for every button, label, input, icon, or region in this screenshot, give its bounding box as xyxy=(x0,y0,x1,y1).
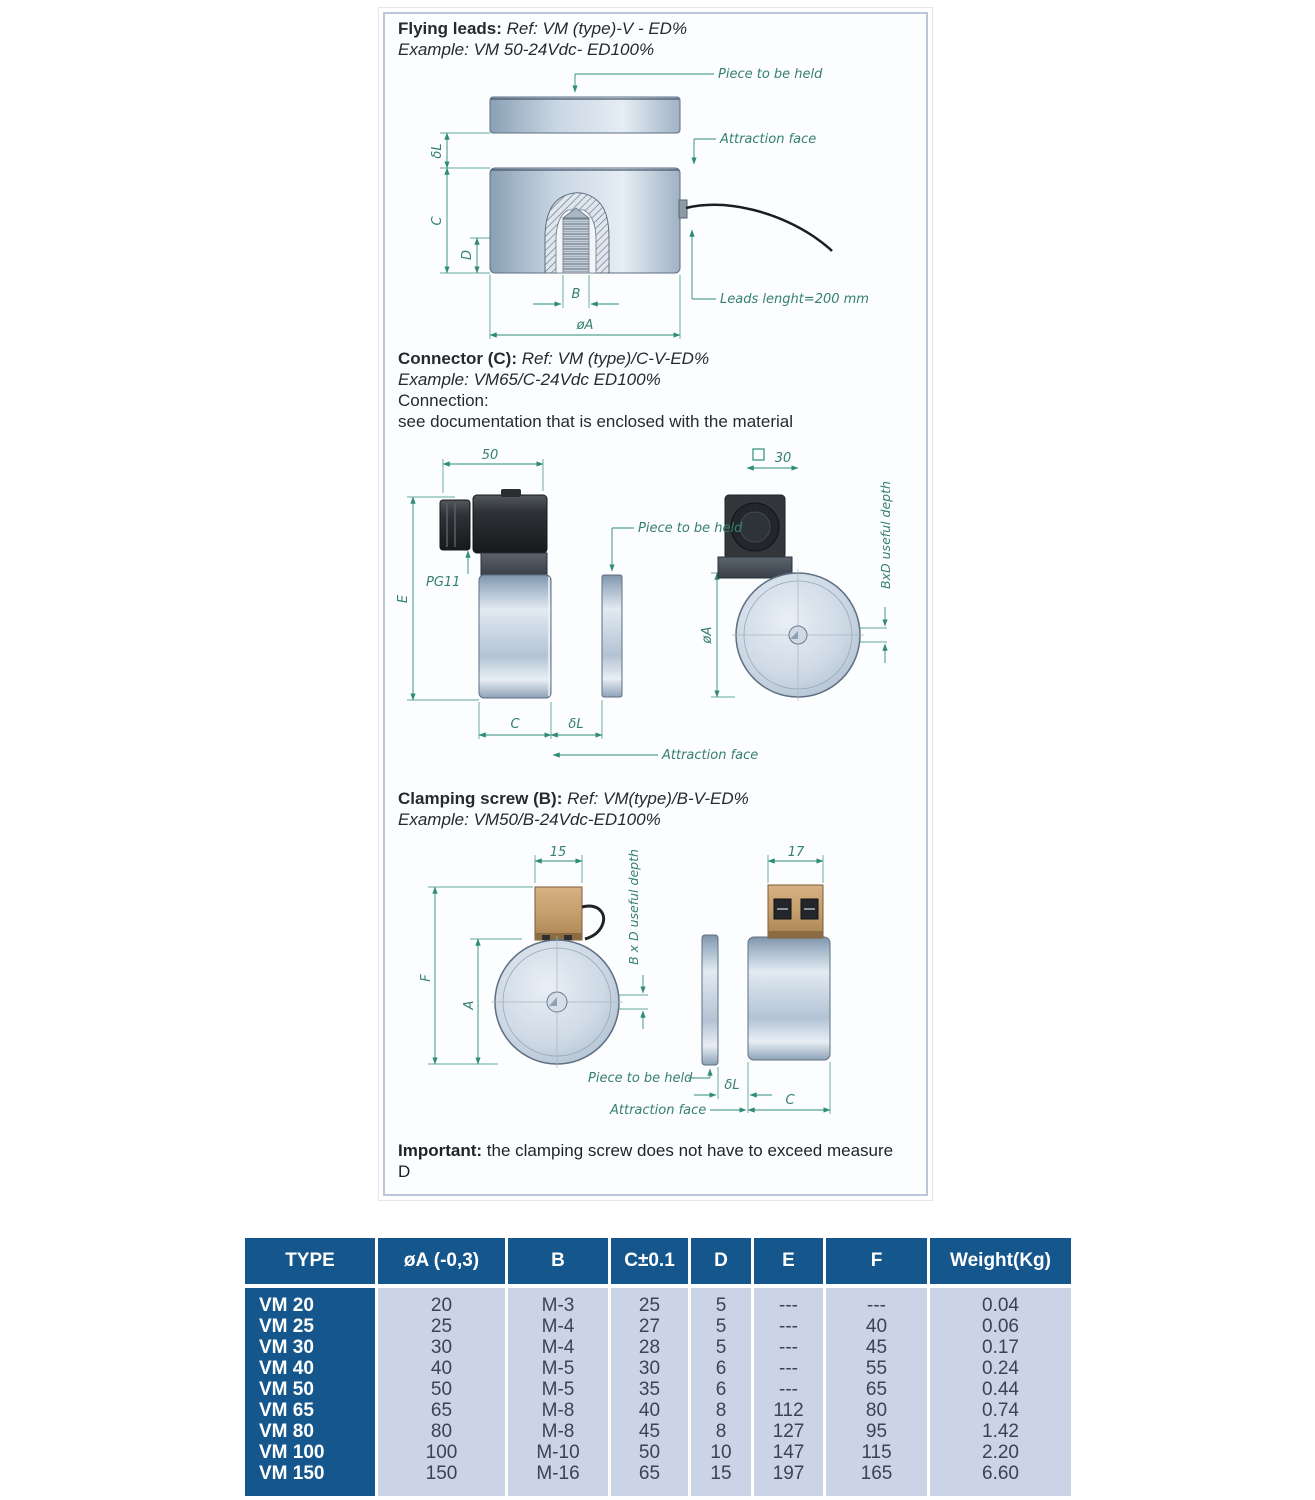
column-header: øA (-0,3) xyxy=(378,1238,505,1284)
table-cell: 30 xyxy=(430,1337,453,1358)
table-cell: 1.42 xyxy=(982,1421,1019,1442)
table-cell: 0.04 xyxy=(982,1295,1019,1316)
data-column xyxy=(378,1288,505,1496)
terminal-pin xyxy=(564,935,572,940)
table-cell: VM 50 xyxy=(259,1379,314,1400)
connection-note: see documentation that is enclosed with the material xyxy=(398,412,794,431)
table-cell: 100 xyxy=(425,1442,458,1463)
table-cell: VM 80 xyxy=(259,1421,314,1442)
terminal-pin xyxy=(542,935,550,940)
table-cell: 45 xyxy=(865,1337,888,1358)
table-cell: 55 xyxy=(865,1358,888,1379)
connector-heading xyxy=(398,348,918,432)
magnet-body-side xyxy=(748,937,830,1060)
terminal-block-side xyxy=(535,887,582,940)
table-cell: M-8 xyxy=(541,1421,575,1442)
table-cell: 127 xyxy=(772,1421,805,1442)
piece-label: Piece to be held xyxy=(588,1071,693,1086)
table-cell: M-4 xyxy=(541,1337,575,1358)
table-header-row xyxy=(245,1238,1071,1284)
flying-lead-cable xyxy=(686,205,832,251)
column-header: F xyxy=(826,1238,927,1284)
dim-30-label: 30 xyxy=(774,451,792,466)
table-cell: M-10 xyxy=(536,1442,580,1463)
table-cell: --- xyxy=(779,1295,798,1316)
table-cell: M-16 xyxy=(536,1463,580,1484)
table-cell: 115 xyxy=(861,1442,892,1463)
table-cell: 8 xyxy=(715,1421,727,1442)
important-text: the clamping screw does not have to exceed measure D xyxy=(398,1141,894,1181)
table-cell: 165 xyxy=(860,1463,893,1484)
table-cell: 65 xyxy=(865,1379,888,1400)
table-cell: VM 30 xyxy=(259,1337,314,1358)
piece-disc-side xyxy=(602,575,622,697)
table-cell: 5 xyxy=(715,1295,727,1316)
table-cell: 6 xyxy=(715,1379,727,1400)
table-cell: VM 20 xyxy=(259,1295,314,1316)
data-column xyxy=(930,1288,1071,1496)
drawings-panel xyxy=(383,12,928,1196)
flying-leads-heading xyxy=(398,18,913,60)
data-column xyxy=(611,1288,688,1496)
table-cell: 10 xyxy=(710,1442,732,1463)
table-cell: 0.44 xyxy=(982,1379,1019,1400)
data-column xyxy=(508,1288,608,1496)
piece-label: Piece to be held xyxy=(718,67,823,82)
table-cell: VM 25 xyxy=(259,1316,314,1337)
table-cell: 80 xyxy=(430,1421,453,1442)
table-cell: 27 xyxy=(638,1316,661,1337)
table-cell: 147 xyxy=(772,1442,805,1463)
table-cell: M-5 xyxy=(541,1379,575,1400)
connector-drawing xyxy=(395,447,927,779)
connector-face-inner xyxy=(740,512,770,542)
dim-50-label: 50 xyxy=(481,448,499,463)
table-cell: 40 xyxy=(638,1400,661,1421)
dim-a-label: A xyxy=(462,1000,477,1010)
bxd-depth-label: BxD useful depth xyxy=(878,481,893,589)
important-note xyxy=(398,1140,910,1182)
column-header: B xyxy=(508,1238,608,1284)
table-cell: 2.20 xyxy=(982,1442,1019,1463)
table-cell: 25 xyxy=(430,1316,453,1337)
table-cell: 0.17 xyxy=(982,1337,1019,1358)
table-cell: 6.60 xyxy=(982,1463,1019,1484)
data-column xyxy=(691,1288,751,1496)
table-cell: 65 xyxy=(638,1463,661,1484)
table-cell: 28 xyxy=(638,1337,661,1358)
connector-stem xyxy=(481,553,547,575)
table-cell: M-4 xyxy=(541,1316,575,1337)
flying-leads-ref: Ref: VM (type)-V - ED% xyxy=(506,19,688,38)
dim-dl-label: δL xyxy=(568,717,584,732)
clamping-screw-drawing xyxy=(400,845,932,1137)
table-cell: 50 xyxy=(430,1379,453,1400)
table-body xyxy=(245,1288,1071,1496)
table-cell: VM 100 xyxy=(259,1442,325,1463)
column-header: TYPE xyxy=(245,1238,375,1284)
connection-label: Connection: xyxy=(398,391,489,410)
wire-loop xyxy=(582,906,604,939)
table-cell: 8 xyxy=(715,1400,727,1421)
dimensions-table xyxy=(245,1238,1071,1496)
dim-d-label: D xyxy=(460,249,475,261)
table-cell: --- xyxy=(779,1358,798,1379)
dim-15-label: 15 xyxy=(549,845,567,860)
table-cell: 197 xyxy=(772,1463,805,1484)
terminal-block-base xyxy=(768,931,823,938)
connector-ref: Ref: VM (type)/C-V-ED% xyxy=(521,349,710,368)
flying-leads-title: Flying leads: xyxy=(398,19,502,38)
table-cell: 0.24 xyxy=(982,1358,1019,1379)
piece-disc-side xyxy=(702,935,718,1065)
data-column xyxy=(826,1288,927,1496)
bxd-depth-label: B x D useful depth xyxy=(626,849,641,965)
square-symbol-icon xyxy=(753,449,764,460)
table-cell: 50 xyxy=(638,1442,661,1463)
flying-leads-example: Example: VM 50-24Vdc- ED100% xyxy=(398,40,655,59)
column-header: C±0.1 xyxy=(611,1238,688,1284)
dim-c-label: C xyxy=(510,717,520,732)
table-cell: 150 xyxy=(425,1463,458,1484)
dim-da-label: øA xyxy=(700,626,715,644)
clamping-example: Example: VM50/B-24Vdc-ED100% xyxy=(398,810,661,829)
table-cell: 5 xyxy=(715,1316,727,1337)
din-connector-body xyxy=(473,495,547,553)
dim-17-label: 17 xyxy=(787,845,805,860)
table-cell: --- xyxy=(867,1295,886,1316)
table-cell: --- xyxy=(779,1337,798,1358)
table-cell: M-3 xyxy=(541,1295,575,1316)
connector-example: Example: VM65/C-24Vdc ED100% xyxy=(398,370,661,389)
table-cell: 30 xyxy=(638,1358,661,1379)
table-cell: 45 xyxy=(638,1421,661,1442)
piece-disc xyxy=(490,97,680,133)
table-cell: 95 xyxy=(865,1421,888,1442)
table-cell: 5 xyxy=(715,1337,727,1358)
attraction-label: Attraction face xyxy=(610,1103,707,1118)
table-cell: M-8 xyxy=(541,1400,575,1421)
type-column xyxy=(245,1288,375,1496)
magnet-body-side xyxy=(479,575,551,698)
table-cell: 65 xyxy=(430,1400,453,1421)
table-cell: 80 xyxy=(865,1400,888,1421)
column-header: D xyxy=(691,1238,751,1284)
flying-leads-drawing xyxy=(398,58,915,390)
clamping-title: Clamping screw (B): xyxy=(398,789,563,808)
table-cell: 6 xyxy=(715,1358,727,1379)
dim-da-label: øA xyxy=(576,318,594,333)
column-header: E xyxy=(754,1238,823,1284)
important-label: Important: xyxy=(398,1141,483,1160)
table-cell: VM 40 xyxy=(259,1358,314,1379)
dim-b-label: B xyxy=(571,287,581,302)
dim-c-label: C xyxy=(785,1093,795,1108)
table-cell: 15 xyxy=(710,1463,732,1484)
table-cell: 0.74 xyxy=(982,1400,1019,1421)
table-cell: 20 xyxy=(430,1295,453,1316)
pg11-label: PG11 xyxy=(426,575,461,590)
table-cell: 25 xyxy=(638,1295,661,1316)
column-header: Weight(Kg) xyxy=(930,1238,1071,1284)
connector-screw-tab xyxy=(501,489,521,497)
piece-label: Piece to be held xyxy=(638,521,743,536)
table-cell: 112 xyxy=(773,1400,804,1421)
attraction-label: Attraction face xyxy=(662,748,759,763)
clamping-ref: Ref: VM(type)/B-V-ED% xyxy=(567,789,749,808)
attraction-label: Attraction face xyxy=(720,132,817,147)
table-cell: 0.06 xyxy=(982,1316,1019,1337)
table-cell: VM 65 xyxy=(259,1400,314,1421)
table-cell: 40 xyxy=(865,1316,888,1337)
table-cell: M-5 xyxy=(541,1358,575,1379)
dim-f-label: F xyxy=(419,974,434,982)
dim-dl-label: δL xyxy=(724,1078,740,1093)
leads-length-label: Leads lenght=200 mm xyxy=(720,292,869,307)
table-cell: 40 xyxy=(430,1358,453,1379)
table-cell: --- xyxy=(779,1316,798,1337)
data-column xyxy=(754,1288,823,1496)
table-cell: VM 150 xyxy=(259,1463,325,1484)
dim-dl-label: δL xyxy=(430,143,445,159)
table-cell: 35 xyxy=(638,1379,661,1400)
connector-title: Connector (C): xyxy=(398,349,517,368)
table-cell: --- xyxy=(779,1379,798,1400)
threaded-hole xyxy=(563,218,589,273)
cable-gland xyxy=(679,200,687,218)
dim-e-label: E xyxy=(396,594,411,604)
clamping-heading xyxy=(398,788,918,830)
dim-c-label: C xyxy=(430,216,445,226)
